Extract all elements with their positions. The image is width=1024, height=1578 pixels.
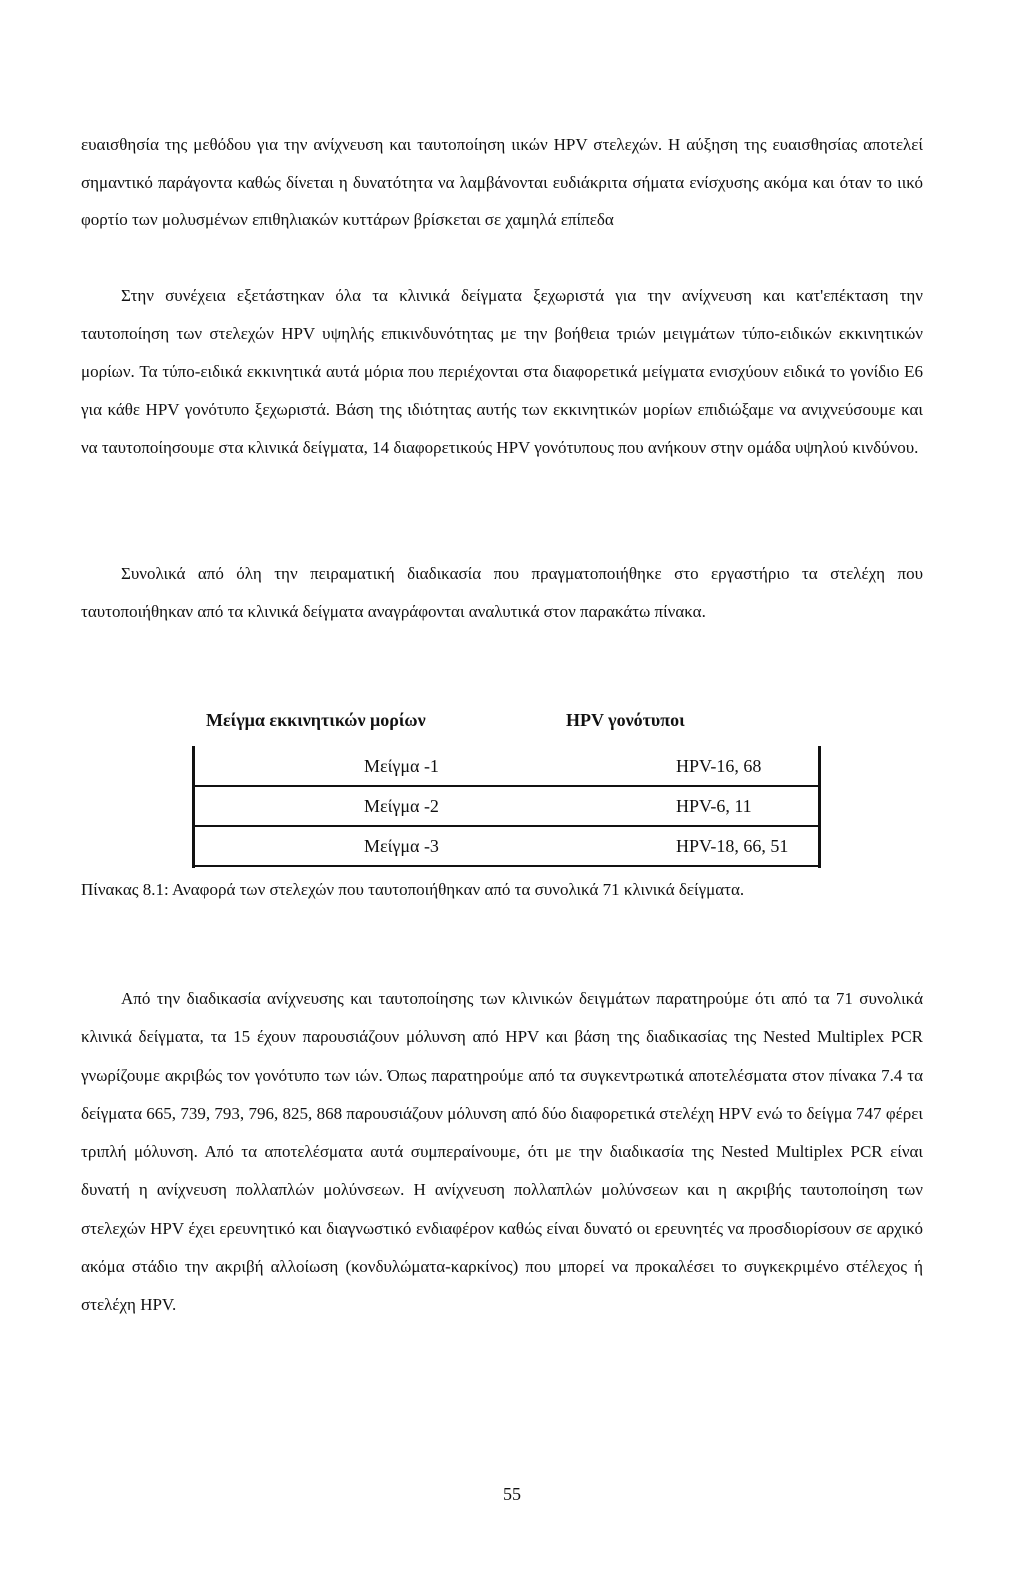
paragraph-sensitivity: ευαισθησία της μεθόδου για την ανίχνευση και ταυτοποίηση ιικών HPV στελεχών. Η αύξηση της ευαισθησίας αποτελεί σημαντικό παράγοντα καθώς δίνεται η δυνατότητα να λαμβάνονται ευδιάκριτα σήματα ενίσχυσης ακόμα και όταν το ιικό φορτίο των μολυσμένων επιθηλιακών κυττάρων βρίσκεται σε χαμηλά επίπεδα	[81, 135, 923, 230]
table-header-hpv: HPV γονότυποι	[566, 710, 685, 730]
table-header-mix: Μείγμα εκκινητικών μορίων	[206, 710, 426, 730]
table-divider	[192, 825, 821, 827]
table-border-right	[818, 746, 821, 868]
table-caption: Πίνακας 8.1: Αναφορά των στελεχών που ταυτοποιήθηκαν από τα συνολικά 71 κλινικά δείγματα.	[81, 880, 745, 899]
page-number: 55	[503, 1484, 521, 1504]
table-border-left	[192, 746, 195, 868]
hpv-mix-table	[192, 746, 821, 868]
paragraph-summary: Συνολικά από όλη την πειραματική διαδικασία που πραγματοποιήθηκε στο εργαστήριο τα στελέχη που ταυτοποιήθηκαν από τα κλινικά δείγματα αναγράφονται αναλυτικά στον παρακάτω πίνακα.	[81, 564, 923, 621]
table-divider	[192, 865, 821, 867]
paragraph-results: Από την διαδικασία ανίχνευσης και ταυτοποίησης των κλινικών δειγμάτων παρατηρούμε ότι από τα 71 συνολικά κλινικά δείγματα, τα 15 έχουν παρουσιάζουν μόλυνση από HPV και βάση της διαδικασίας της Nested Multiplex PCR γνωρίζουμε ακριβώς τον γονότυπο των ιών. Όπως παρατηρούμε από τα συγκεντρωτικά αποτελέσματα στον πίνακα 7.4 τα δείγματα 665, 739, 793, 796, 825, 868 παρουσιάζουν μόλυνση από δύο διαφορετικά στελέχη HPV ενώ το δείγμα 747 φέρει τριπλή μόλυνση. Από τα αποτελέσματα αυτά συμπεραίνουμε, ότι με την διαδικασία της Nested Multiplex PCR είναι δυνατή η ανίχνευση πολλαπλών μολύνσεων. Η ανίχνευση πολλαπλών μολύνσεων και η ακριβής ταυτοποίηση των στελεχών HPV έχει ερευνητικό και διαγνωστικό ενδιαφέρον καθώς είναι δυνατό οι ερευνητές να προσδιορίσουν σε αρχικό ακόμα στάδιο την ακριβή αλλοίωση (κονδυλώματα-καρκίνος) που μπορεί να προκαλέσει το συγκεκριμένο στέλεχος ή στελέχη HPV.	[81, 989, 923, 1315]
table-header-row	[0, 710, 1024, 738]
paragraph-examination: Στην συνέχεια εξετάστηκαν όλα τα κλινικά δείγματα ξεχωριστά για την ανίχνευση και κατ'επέκταση την ταυτοποίηση των στελεχών HPV υψηλής επικινδυνότητας με την βοήθεια τριών μειγμάτων τύπο-ειδικών εκκινητικών μορίων. Τα τύπο-ειδικά εκκινητικά αυτά μόρια που περιέχονται στα διαφορετικά μείγματα ενισχύουν ειδικά το γονίδιο E6 για κάθε HPV γονότυπο ξεχωριστά. Βάση της ιδιότητας αυτής των εκκινητικών μορίων επιδιώξαμε να ανιχνεύσουμε και να ταυτοποίησουμε στα κλινικά δείγματα, 14 διαφορετικούς HPV γονότυπους που ανήκουν στην ομάδα υψηλού κινδύνου.	[81, 286, 923, 457]
table-cell-mix: Μείγμα -2	[364, 796, 439, 816]
table-cell-mix: Μείγμα -3	[364, 836, 439, 856]
table-divider	[192, 785, 821, 787]
table-cell-mix: Μείγμα -1	[364, 756, 439, 776]
table-cell-hpv: HPV-16, 68	[676, 756, 762, 776]
table-cell-hpv: HPV-18, 66, 51	[676, 836, 789, 856]
table-cell-hpv: HPV-6, 11	[676, 796, 752, 816]
